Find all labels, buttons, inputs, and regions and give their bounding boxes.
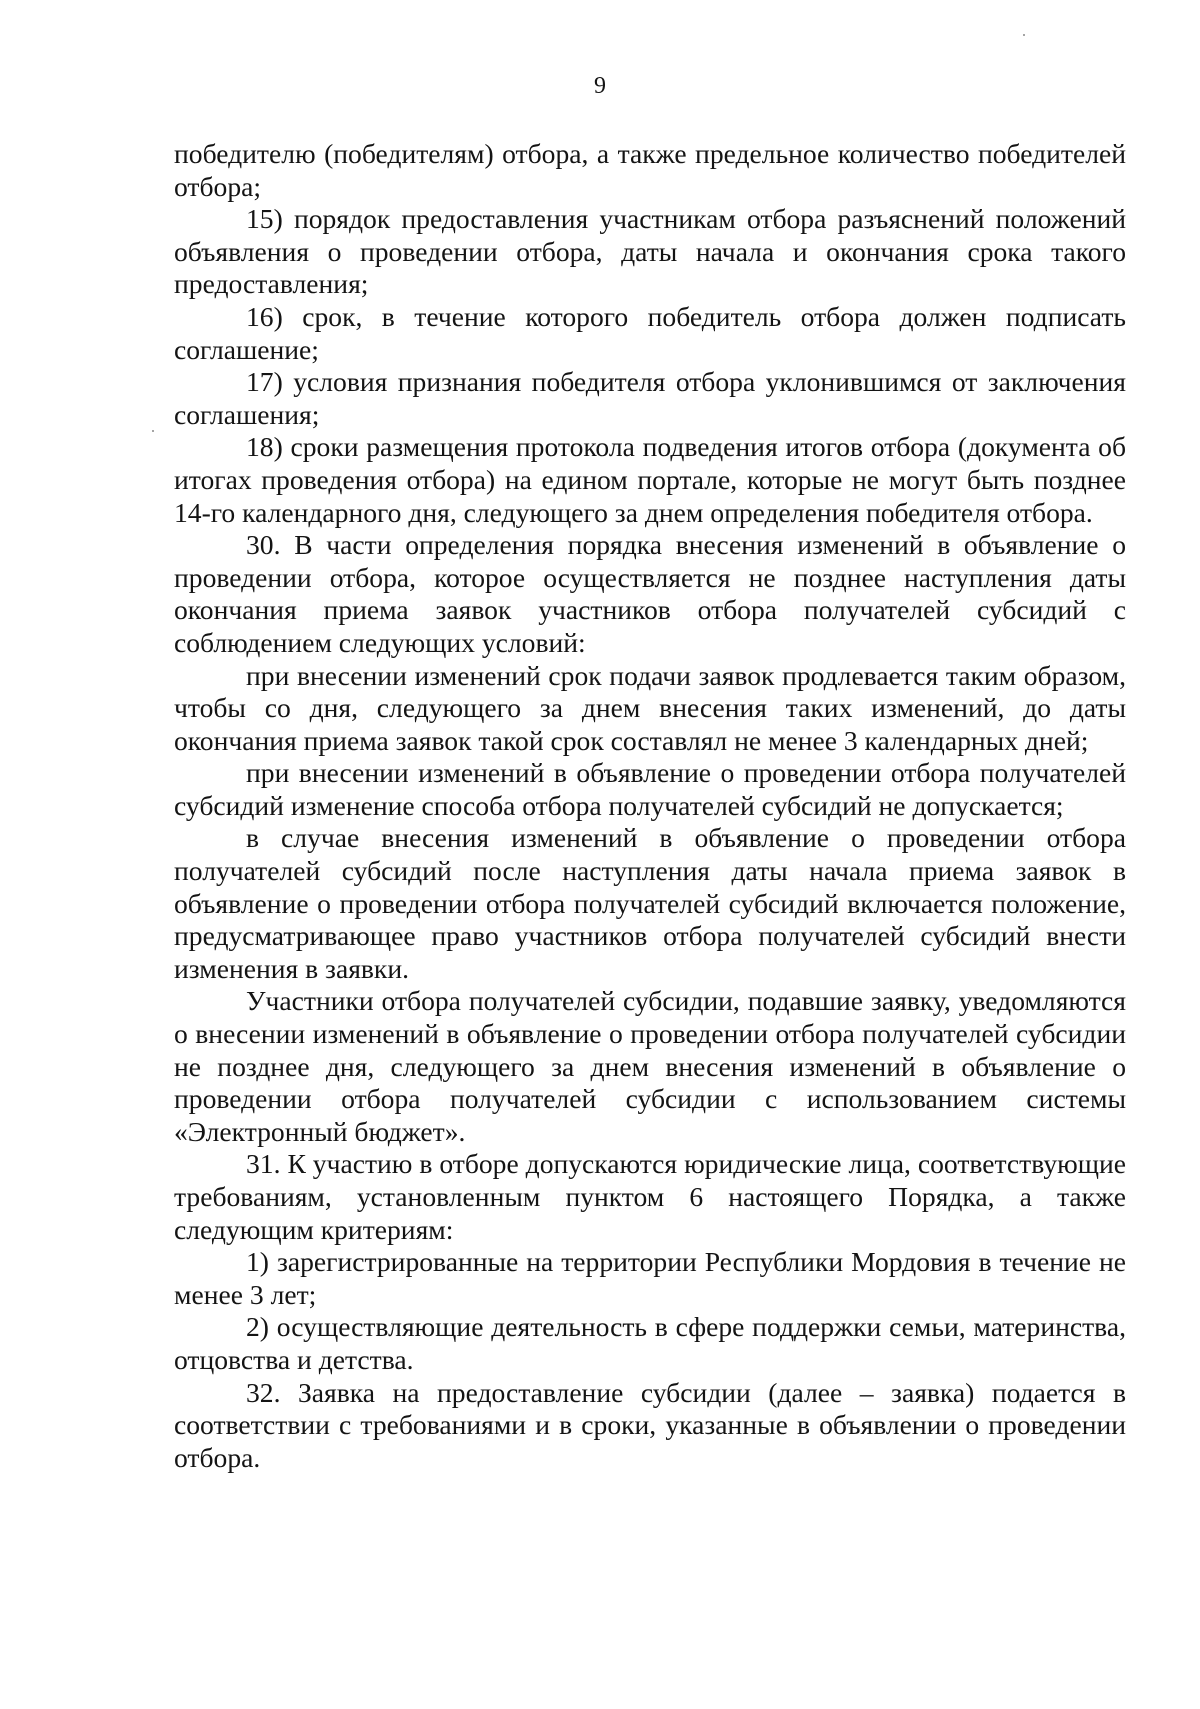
paragraph: при внесении изменений в объявление о проведении отбора получателей субсидий изменение способа отбора получателей субсидий не допускается; bbox=[174, 757, 1126, 821]
document-body bbox=[174, 138, 1126, 1474]
paragraph: 17) условия признания победителя отбора уклонившимся от заключения соглашения; bbox=[174, 366, 1126, 430]
paragraph: 30. В части определения порядка внесения изменений в объявление о проведении отбора, которое осуществляется не позднее наступления даты окончания приема заявок участников отбора получателей субсидий с соблюдением следующих условий: bbox=[174, 529, 1126, 658]
paragraph: при внесении изменений срок подачи заявок продлевается таким образом, чтобы со дня, следующего за днем внесения таких изменений, до даты окончания приема заявок такой срок составлял не менее 3 календарных дней; bbox=[174, 659, 1126, 756]
page-number: 9 bbox=[594, 73, 606, 99]
scan-speck bbox=[152, 430, 154, 432]
paragraph: в случае внесения изменений в объявление о проведении отбора получателей субсидий после наступления даты начала приема заявок в объявление о проведении отбора получателей субсидий включается положение, предусматривающее право участников отбора получателей субсидий внести изменения в заявки. bbox=[174, 822, 1126, 984]
paragraph: 15) порядок предоставления участникам отбора разъяснений положений объявления о проведении отбора, даты начала и окончания срока такого предоставления; bbox=[174, 203, 1126, 300]
paragraph: 31. К участию в отборе допускаются юридические лица, соответствующие требованиям, установленным пунктом 6 настоящего Порядка, а также следующим критериям: bbox=[174, 1148, 1126, 1245]
paragraph: победителю (победителям) отбора, а также предельное количество победителей отбора; bbox=[174, 138, 1126, 202]
paragraph: 16) срок, в течение которого победитель отбора должен подписать соглашение; bbox=[174, 300, 1126, 365]
paragraph: 2) осуществляющие деятельность в сфере поддержки семьи, материнства, отцовства и детства. bbox=[174, 1311, 1126, 1375]
paragraph: 18) сроки размещения протокола подведения итогов отбора (документа об итогах проведения отбора) на едином портале, которые не могут быть позднее 14-го календарного дня, следующего за днем определения победителя отбора. bbox=[174, 431, 1126, 528]
paragraph: 1) зарегистрированные на территории Республики Мордовия в течение не менее 3 лет; bbox=[174, 1246, 1126, 1310]
scan-speck bbox=[1023, 34, 1025, 36]
paragraph: 32. Заявка на предоставление субсидии (далее – заявка) подается в соответствии с требованиями и в сроки, указанные в объявлении о проведении отбора. bbox=[174, 1376, 1126, 1473]
paragraph: Участники отбора получателей субсидии, подавшие заявку, уведомляются о внесении изменений в объявление о проведении отбора получателей субсидии не позднее дня, следующего за днем внесения изменений в объявление о проведении отбора получателей субсидии с использованием системы «Электронный бюджет». bbox=[174, 985, 1126, 1147]
